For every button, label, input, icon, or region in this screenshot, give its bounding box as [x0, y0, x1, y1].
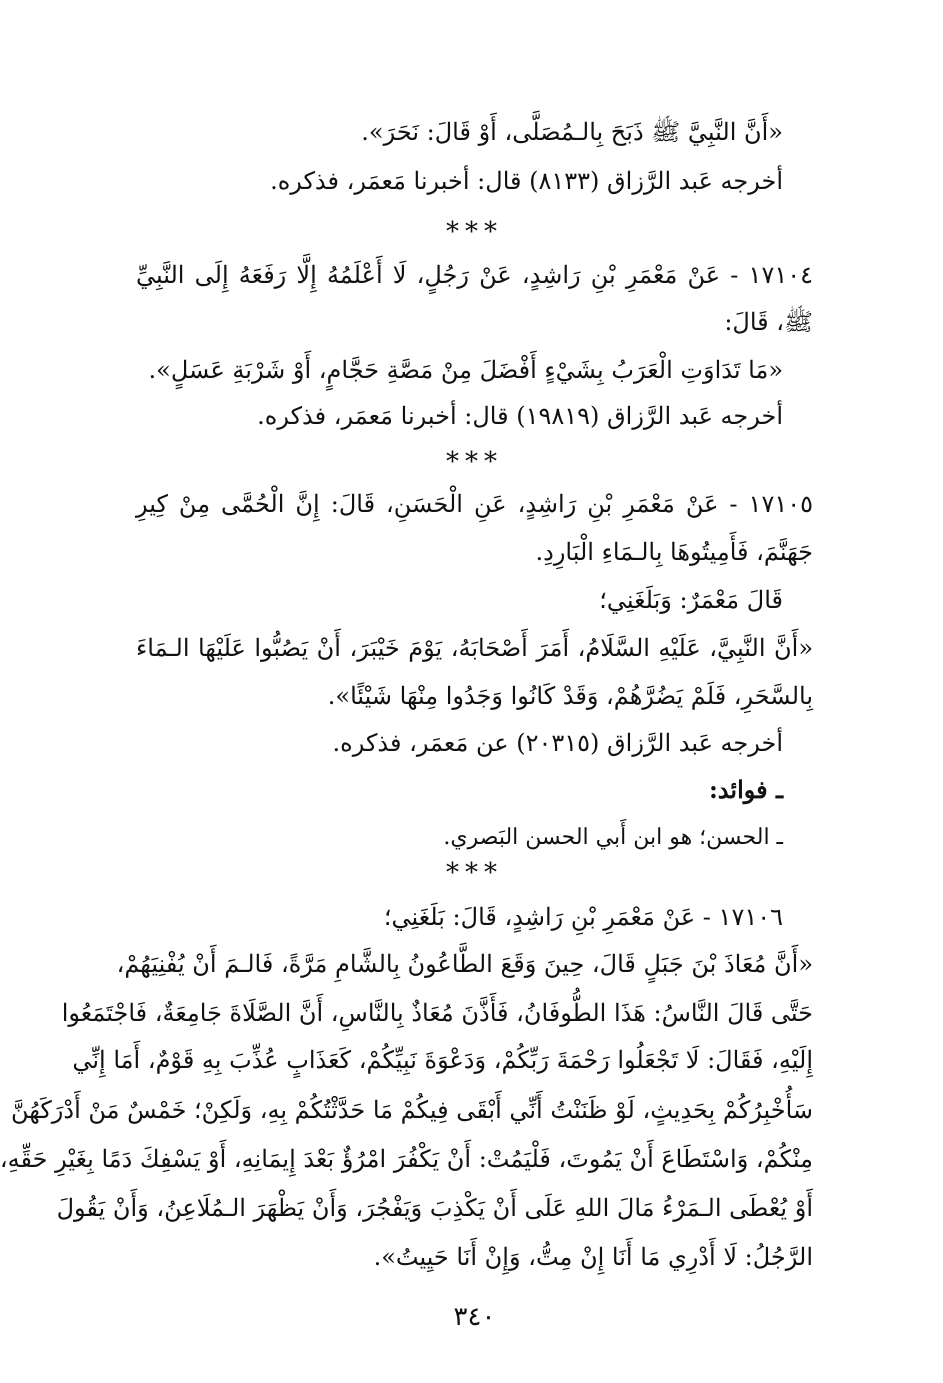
text-line: «أَنَّ النَّبِيَّ، عَلَيْهِ السَّلَامُ، أَمَرَ أَصْحَابَهُ، يَوْمَ خَيْبَرَ، أَنْ يَصُبُّوا عَلَيْهَا الـمَاءَ — [136, 634, 813, 662]
hadith-heading: ١٧١٠٥ - عَنْ مَعْمَرِ بْنِ رَاشِدٍ، عَنِ الْحَسَنِ، قَالَ: إِنَّ الْحُمَّى مِنْ كِيرِ — [136, 490, 813, 518]
page-number: ٣٤٠ — [453, 1302, 496, 1332]
text-line: ﷺ، قَالَ: — [724, 308, 813, 336]
text-line: أخرجه عَبد الرَّزاق (٢٠٣١٥) عن مَعمَر، فذكره. — [332, 729, 783, 757]
section-separator: *** — [446, 447, 503, 477]
text-line: ـ الحسن؛ هو ابن أَبي الحسن البَصري. — [443, 825, 783, 850]
benefits-heading: ـ فوائد: — [708, 775, 783, 804]
text-line: إِلَيْهِ، فَقَالَ: لَا تَجْعَلُوا رَحْمَةَ رَبِّكُمْ، وَدَعْوَةَ نَبِيِّكُمْ، كَعَذَابٍ عُذِّبَ بِهِ قَوْمٌ، أَمَا إِنِّي — [72, 1046, 813, 1074]
text-line: «أَنَّ مُعَاذَ بْنَ جَبَلٍ قَالَ، حِينَ وَقَعَ الطَّاعُونُ بِالشَّامِ مَرَّةً، فَالـمَ أَنْ يُفْنِيَهُمْ، — [116, 950, 813, 978]
hadith-heading: ١٧١٠٦ - عَنْ مَعْمَرِ بْنِ رَاشِدٍ، قَالَ: بَلَغَنِي؛ — [383, 903, 783, 931]
text-line: حَتَّى قَالَ النَّاسُ: هَذَا الطُّوفَانُ، فَأَذَّنَ مُعَاذٌ بِالنَّاسِ، أَنَّ الصَّلَاةَ جَامِعَةٌ، فَاجْتَمَعُوا — [61, 999, 813, 1027]
text-line: قَالَ مَعْمَرٌ: وَبَلَغَنِي؛ — [599, 586, 783, 614]
text-line: «أَنَّ النَّبِيَّ ﷺ ذَبَحَ بِالـمُصَلَّى، أَوْ قَالَ: نَحَرَ». — [361, 118, 783, 146]
hadith-heading: ١٧١٠٤ - عَنْ مَعْمَرِ بْنِ رَاشِدٍ، عَنْ رَجُلٍ، لَا أَعْلَمُهُ إِلَّا رَفَعَهُ إِلَى النَّبِيِّ — [136, 261, 813, 289]
text-line: أخرجه عَبد الرَّزاق (٨١٣٣) قال: أخبرنا مَعمَر، فذكره. — [270, 167, 783, 195]
text-line: سَأُخْبِرُكُمْ بِحَدِيثٍ، لَوْ ظَنَنْتُ أَنِّي أَبْقَى فِيكُمْ مَا حَدَّثْتُكُمْ بِهِ، وَلَكِنْ؛ خَمْسٌ مَنْ أَدْرَكَهُنَّ — [11, 1096, 813, 1124]
section-separator: *** — [446, 217, 503, 247]
text-line: أخرجه عَبد الرَّزاق (١٩٨١٩) قال: أخبرنا مَعمَر، فذكره. — [257, 402, 783, 430]
text-line: أَوْ يُعْطَى الـمَرْءُ مَالَ اللهِ عَلَى أَنْ يَكْذِبَ وَيَفْجُرَ، وَأَنْ يَظْهَرَ الـمُلَاعِنُ، وَأَنْ يَقُولَ — [56, 1194, 813, 1222]
text-line: بِالسَّحَرِ، فَلَمْ يَضُرَّهُمْ، وَقَدْ كَانُوا وَجَدُوا مِنْهَا شَيْئًا». — [327, 682, 813, 710]
text-line: «مَا تَدَاوَتِ الْعَرَبُ بِشَيْءٍ أَفْضَلَ مِنْ مَصَّةِ حَجَّامٍ، أَوْ شَرْبَةِ عَسَلٍ». — [148, 356, 783, 384]
text-line: الرَّجُلُ: لَا أَدْرِي مَا أَنَا إِنْ مِتُّ، وَإِنْ أَنَا حَيِيتُ». — [373, 1243, 813, 1271]
section-separator: *** — [446, 858, 503, 888]
text-line: مِنْكُمْ، وَاسْتَطَاعَ أَنْ يَمُوتَ، فَلْيَمُتْ: أَنْ يَكْفُرَ امْرُؤٌ بَعْدَ إِيمَانِهِ، أَوْ يَسْفِكَ دَمًا بِغَيْرِ حَقِّهِ، — [0, 1145, 813, 1173]
text-line: جَهَنَّمَ، فَأَمِيتُوهَا بِالـمَاءِ الْبَارِدِ. — [535, 538, 813, 566]
